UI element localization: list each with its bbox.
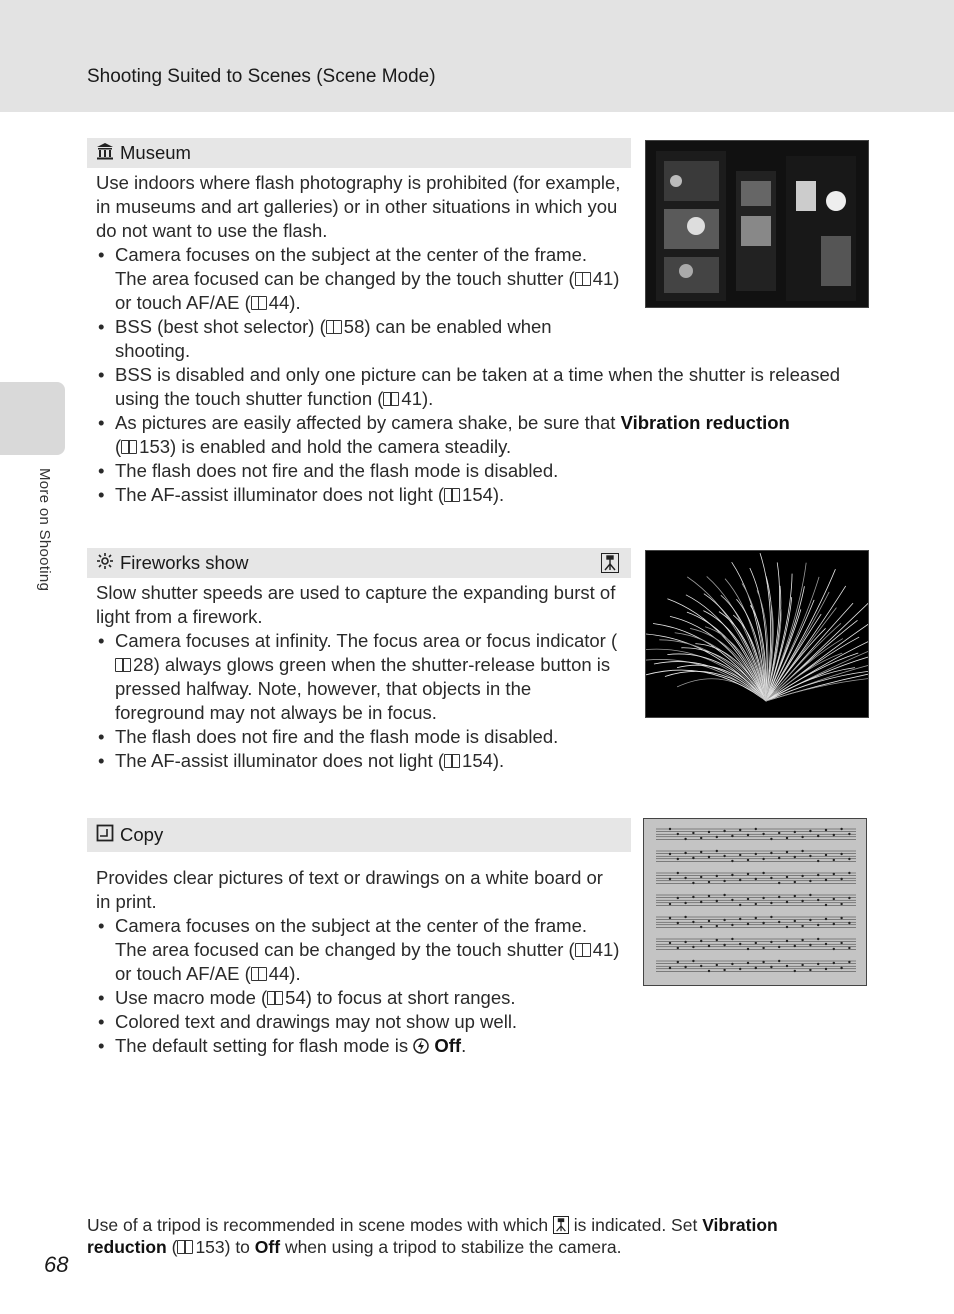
copy-icon [96, 824, 114, 847]
museum-section [87, 138, 841, 507]
fireworks-icon [96, 552, 114, 575]
side-tab [0, 382, 65, 455]
book-reference-icon [444, 754, 460, 768]
list-item: • As pictures are easily affected by camera shake, be sure that Vibration reduction ( 153) is enabled and hold the camera steadily. [96, 411, 875, 459]
book-reference-icon [177, 1240, 193, 1254]
museum-title: Museum [120, 142, 191, 163]
fireworks-section [87, 548, 631, 773]
book-reference-icon [115, 658, 131, 672]
book-reference-icon [444, 488, 460, 502]
book-reference-icon [575, 943, 591, 957]
list-item: • BSS is disabled and only one picture can be taken at a time when the shutter is released using the touch shutter function ( 41). [96, 363, 875, 411]
tripod-note: Use of a tripod is recommended in scene modes with which is indicated. Set Vibration reduction ( 153) to Off when using a tripod to stabilize the camera. [87, 1215, 778, 1257]
copy-photo [643, 818, 867, 986]
list-item: • The default setting for flash mode is Off. [96, 1034, 621, 1058]
copy-section [87, 818, 631, 1058]
museum-section-header [87, 138, 631, 168]
fireworks-intro: Slow shutter speeds are used to capture the expanding burst of light from a firework. [96, 582, 616, 627]
book-reference-icon [383, 392, 399, 406]
list-item: • Colored text and drawings may not show up well. [96, 1010, 621, 1034]
list-item: • Camera focuses on the subject at the center of the frame. The area focused can be changed by the touch shutter ( 41) or touch AF/AE ( 44). [96, 243, 621, 315]
museum-icon [96, 142, 114, 165]
list-item: • BSS (best shot selector) ( 58) can be enabled when shooting. [96, 315, 621, 363]
flash-off-icon [413, 1035, 429, 1056]
list-item: • The AF-assist illuminator does not light ( 154). [96, 749, 621, 773]
book-reference-icon [267, 991, 283, 1005]
list-item: • Camera focuses at infinity. The focus area or focus indicator (28) always glows green when the shutter-release button is pressed halfway. Note, however, that objects in the foreground may not always be in focus. [96, 629, 621, 725]
fireworks-photo [645, 550, 869, 718]
list-item: • The AF-assist illuminator does not light ( 154). [96, 483, 875, 507]
fireworks-section-header [87, 548, 631, 578]
museum-intro: Use indoors where flash photography is prohibited (for example, in museums and art galleries) or in other situations in which you do not want to use the flash. [96, 172, 621, 241]
list-item: • The flash does not fire and the flash mode is disabled. [96, 459, 875, 483]
list-item: • Use macro mode ( 54) to focus at short ranges. [96, 986, 621, 1010]
page-header [0, 0, 954, 112]
list-item: • The flash does not fire and the flash mode is disabled. [96, 725, 621, 749]
book-reference-icon [575, 272, 591, 286]
book-reference-icon [121, 440, 137, 454]
list-item: • Camera focuses on the subject at the center of the frame. The area focused can be changed by the touch shutter ( 41) or touch AF/AE ( 44). [96, 914, 621, 986]
fireworks-title: Fireworks show [120, 552, 249, 573]
tripod-icon [553, 1216, 569, 1234]
copy-title: Copy [120, 824, 164, 845]
copy-intro: Provides clear pictures of text or drawings on a white board or in print. [96, 867, 603, 912]
museum-photo [645, 140, 869, 308]
book-reference-icon [251, 967, 267, 981]
book-reference-icon [326, 320, 342, 334]
copy-section-header [87, 818, 631, 852]
side-tab-label: More on Shooting [36, 468, 53, 592]
page-title: Shooting Suited to Scenes (Scene Mode) [87, 66, 436, 87]
book-reference-icon [251, 296, 267, 310]
page-number: 68 [44, 1252, 69, 1277]
tripod-icon [601, 553, 619, 573]
